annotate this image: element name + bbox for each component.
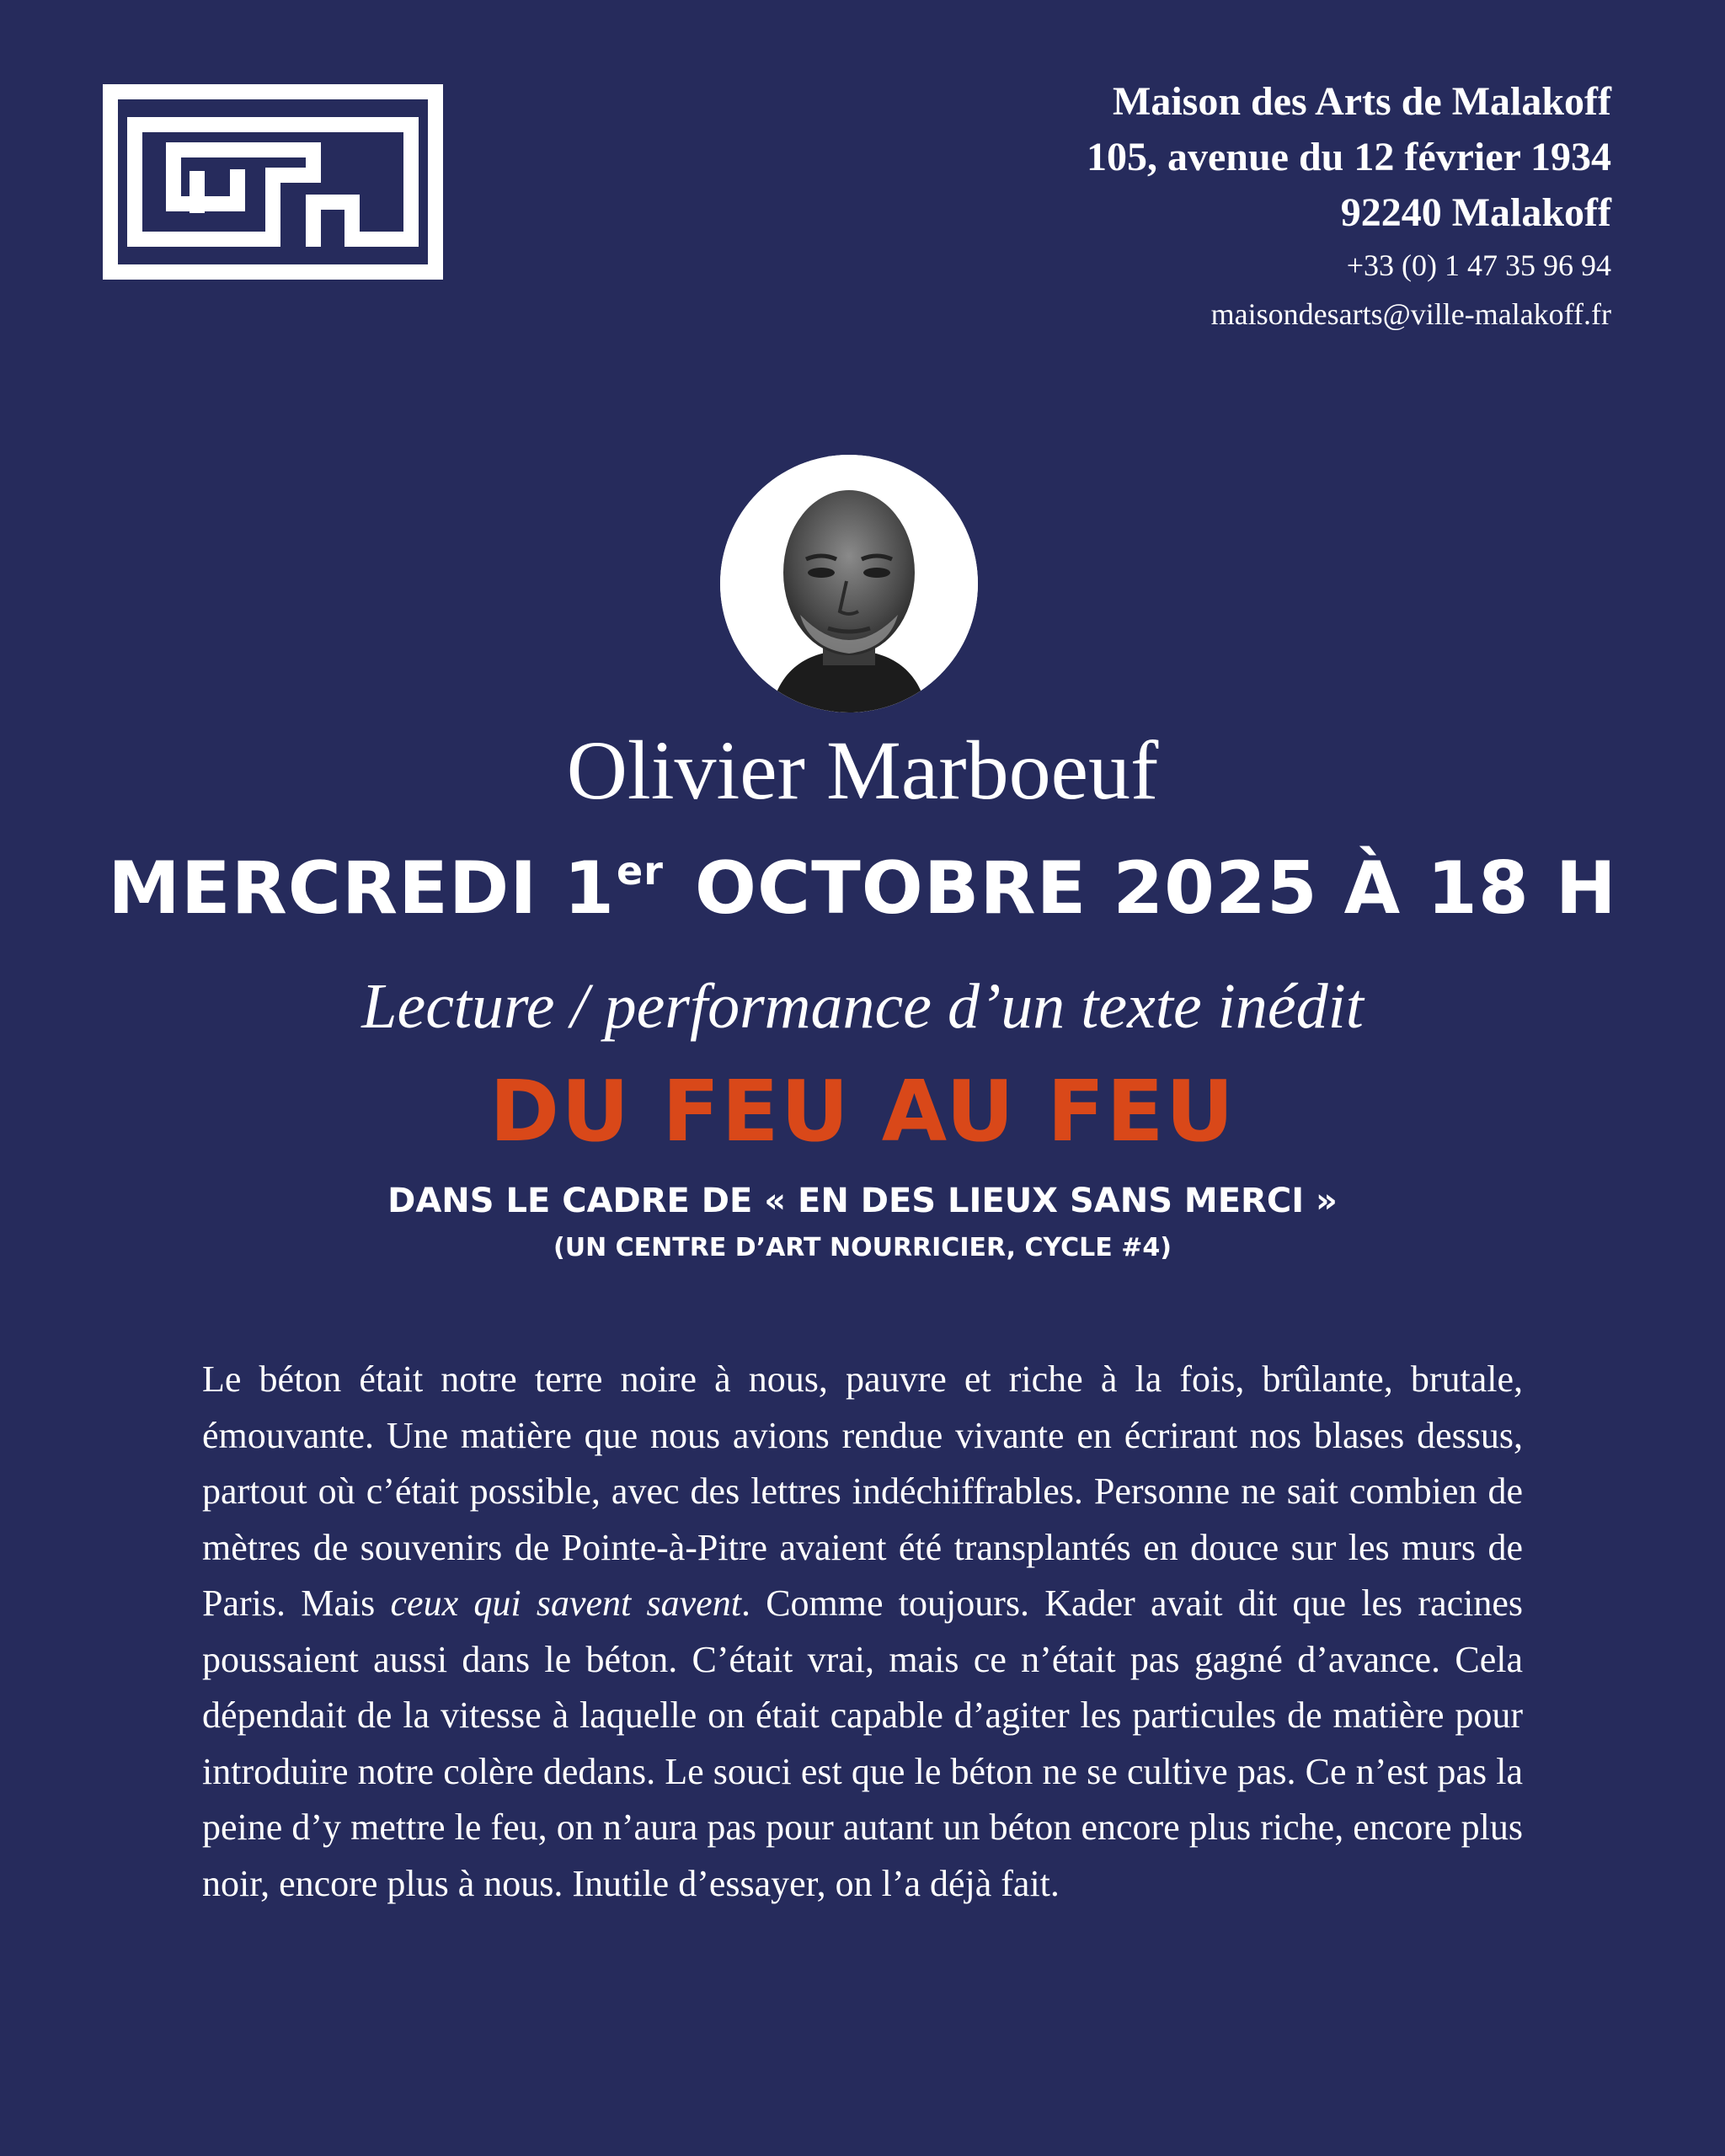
event-context: DANS LE CADRE DE « EN DES LIEUX SANS MERCI »	[387, 1182, 1338, 1220]
event-date	[0, 842, 1725, 935]
excerpt-italic: ceux qui savent savent	[390, 1582, 741, 1624]
event-title: DU FEU AU FEU	[489, 1062, 1236, 1161]
maison-des-arts-logo	[103, 84, 443, 280]
excerpt-part1: Le béton était notre terre noire à nous, pauvre et riche à la fois, brûlante, brutale, émouvante. Une matière que nous avions rendue vivante en écrirant nos blases dessus, partout où c’était possible, avec des lettres indéchiffrables. Personne ne sait combien de mètres de souvenirs de Pointe-à-Pitre avaient été transplantés en douce sur les murs de Paris. Mais	[202, 1358, 1523, 1624]
artist-name: Olivier Marboeuf	[566, 723, 1159, 817]
event-date-prefix: MERCREDI 1	[108, 846, 616, 931]
venue-email: maisondesarts@ville-malakoff.fr	[1210, 297, 1611, 331]
artist-portrait-photo-icon	[720, 455, 978, 712]
venue-city: 92240 Malakoff	[1340, 190, 1611, 235]
venue-address	[853, 74, 1611, 339]
event-context-sub: (UN CENTRE D’ART NOURRICIER, CYCLE #4)	[553, 1233, 1172, 1262]
event-date-superscript: er	[617, 848, 664, 894]
excerpt-part2: . Comme toujours. Kader avait dit que les racines poussaient aussi dans le béton. C’était vrai, mais ce n’était pas gagné d’avance. Cela dépendait de la vitesse à laquelle on était capable d’agiter les particules de matière pour introduire notre colère dedans. Le souci est que le béton ne se cultive pas. Ce n’est pas la peine d’y mettre le feu, on n’aura pas pour autant un béton encore plus riche, encore plus noir, encore plus à nous. Inutile d’essayer, on l’a déjà fait.	[202, 1582, 1524, 1904]
artist-portrait	[720, 455, 978, 712]
venue-name: Maison des Arts de Malakoff	[1113, 79, 1611, 124]
venue-phone: +33 (0) 1 47 35 96 94	[1346, 248, 1611, 282]
excerpt-text	[202, 1352, 1523, 1912]
greek-key-maze-logo-icon	[103, 84, 443, 280]
venue-street: 105, avenue du 12 février 1934	[1086, 135, 1611, 179]
event-subtitle: Lecture / performance d’un texte inédit	[361, 971, 1364, 1042]
event-date-suffix: OCTOBRE 2025 À 18 H	[694, 846, 1617, 931]
